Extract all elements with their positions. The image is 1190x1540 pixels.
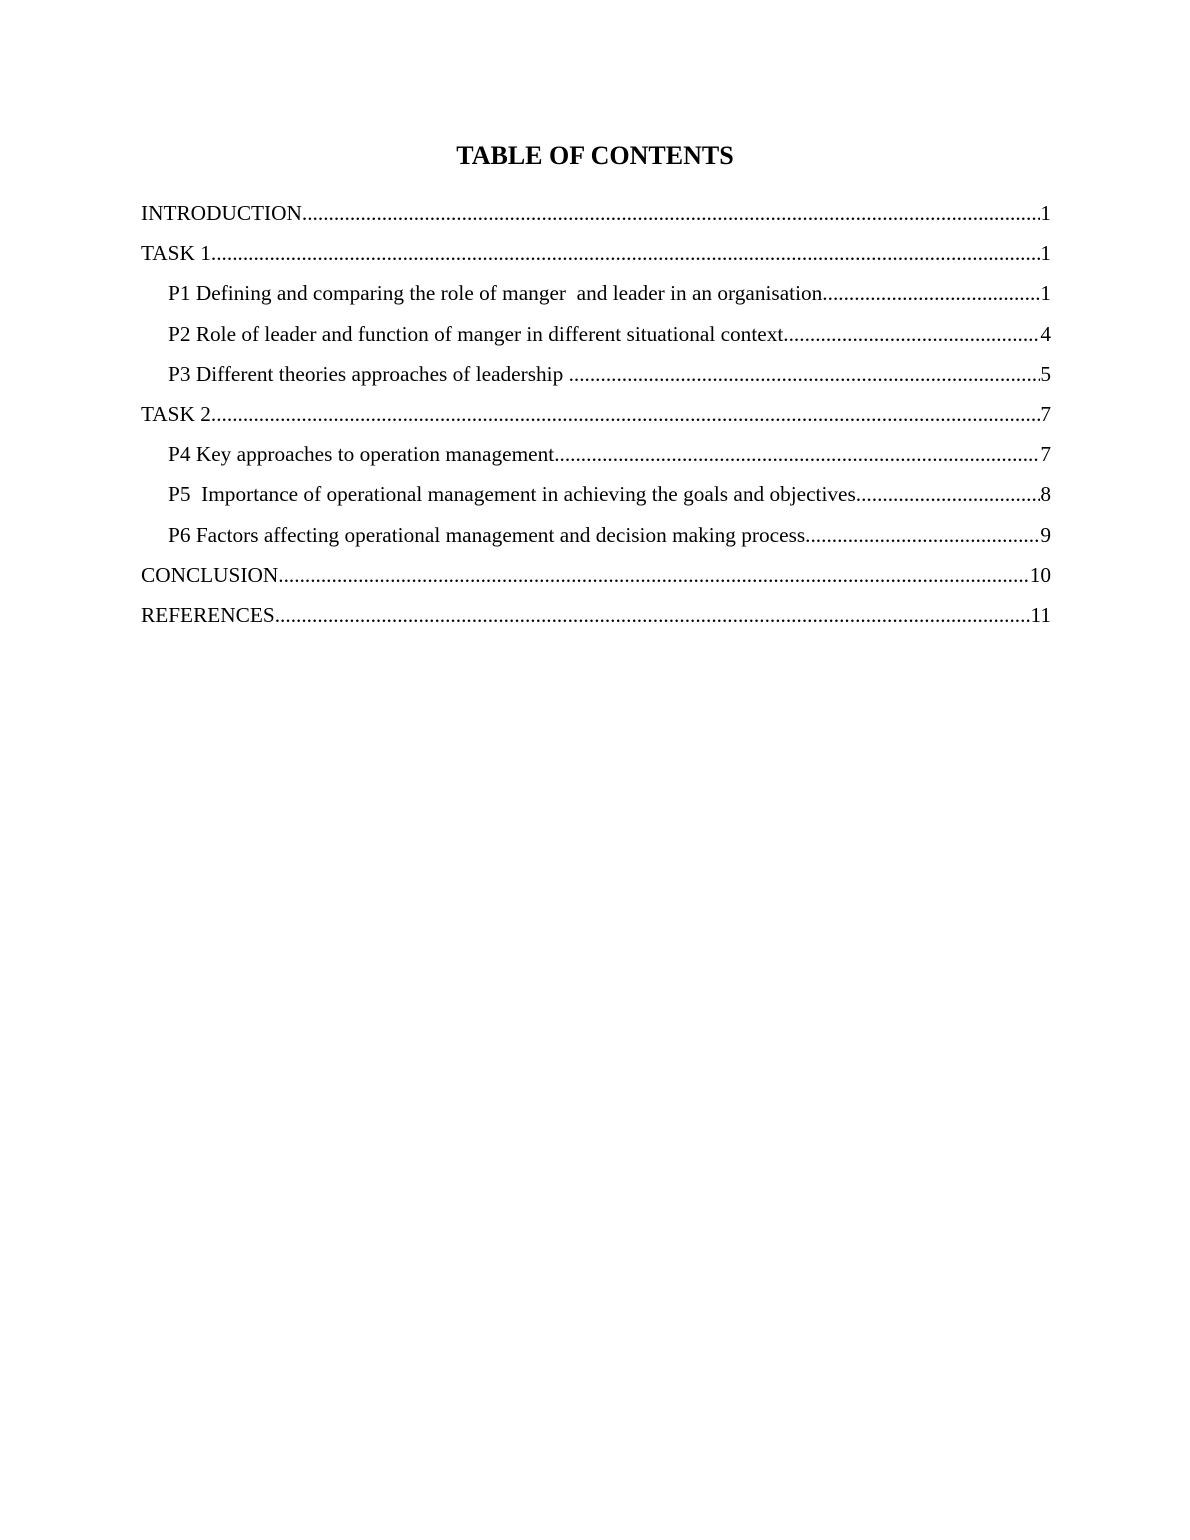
toc-entry-text: P2 Role of leader and function of manger in different situational context <box>168 321 784 346</box>
toc-entry-text: INTRODUCTION <box>141 201 302 225</box>
toc-page-number: 7 <box>1040 401 1051 426</box>
toc-entry-text: CONCLUSION <box>141 562 279 587</box>
toc-entry[interactable] <box>141 196 1051 236</box>
toc-entry-text: TASK 1 <box>141 241 211 266</box>
toc-page-number: 1 <box>1040 281 1051 306</box>
toc-dot-leader <box>211 236 1040 270</box>
toc-entry[interactable] <box>141 437 1051 477</box>
toc-entry-text: P6 Factors affecting operational management and decision making process <box>168 522 806 547</box>
toc-page-number: 11 <box>1030 602 1051 627</box>
toc-page-number: 7 <box>1040 442 1051 467</box>
toc-entry[interactable] <box>141 558 1051 598</box>
toc-entry[interactable] <box>141 518 1051 558</box>
toc-dot-leader <box>569 357 1041 391</box>
toc-entry[interactable] <box>141 397 1051 437</box>
toc-page-number: 8 <box>1040 482 1051 507</box>
toc-dot-leader <box>783 317 1040 351</box>
toc-page-number: 5 <box>1040 361 1051 386</box>
toc-dot-leader <box>211 397 1040 431</box>
toc-entry[interactable] <box>141 357 1051 397</box>
toc-page-number: 4 <box>1040 321 1051 346</box>
toc-entry[interactable] <box>141 477 1051 517</box>
toc-entry[interactable] <box>141 317 1051 357</box>
toc-entry-text: P5 Importance of operational management in achieving the goals and objectives <box>168 482 856 507</box>
toc-dot-leader <box>278 558 1029 592</box>
toc-dot-leader <box>805 518 1040 552</box>
toc-page-number: 10 <box>1029 562 1051 587</box>
toc-entry[interactable] <box>141 276 1051 316</box>
toc-entry-text: P3 Different theories approaches of leadership <box>168 361 569 386</box>
toc-entry-text: TASK 2 <box>141 401 211 426</box>
toc-title: TABLE OF CONTENTS <box>456 141 734 170</box>
toc-entry-text: REFERENCES <box>141 602 275 627</box>
toc-entry[interactable] <box>141 598 1051 638</box>
toc-page-number: 1 <box>1040 201 1051 225</box>
toc-entry[interactable] <box>141 236 1051 276</box>
toc-dot-leader <box>856 477 1041 511</box>
toc-list <box>141 196 1051 638</box>
toc-dot-leader <box>822 276 1040 310</box>
toc-dot-leader <box>302 196 1040 230</box>
toc-entry-text: P4 Key approaches to operation management <box>168 442 555 467</box>
toc-page-number: 1 <box>1040 241 1051 266</box>
toc-dot-leader <box>275 598 1031 632</box>
toc-entry-text: P1 Defining and comparing the role of manger and leader in an organisation <box>168 281 823 306</box>
toc-dot-leader <box>554 437 1040 471</box>
toc-page-number: 9 <box>1040 522 1051 547</box>
